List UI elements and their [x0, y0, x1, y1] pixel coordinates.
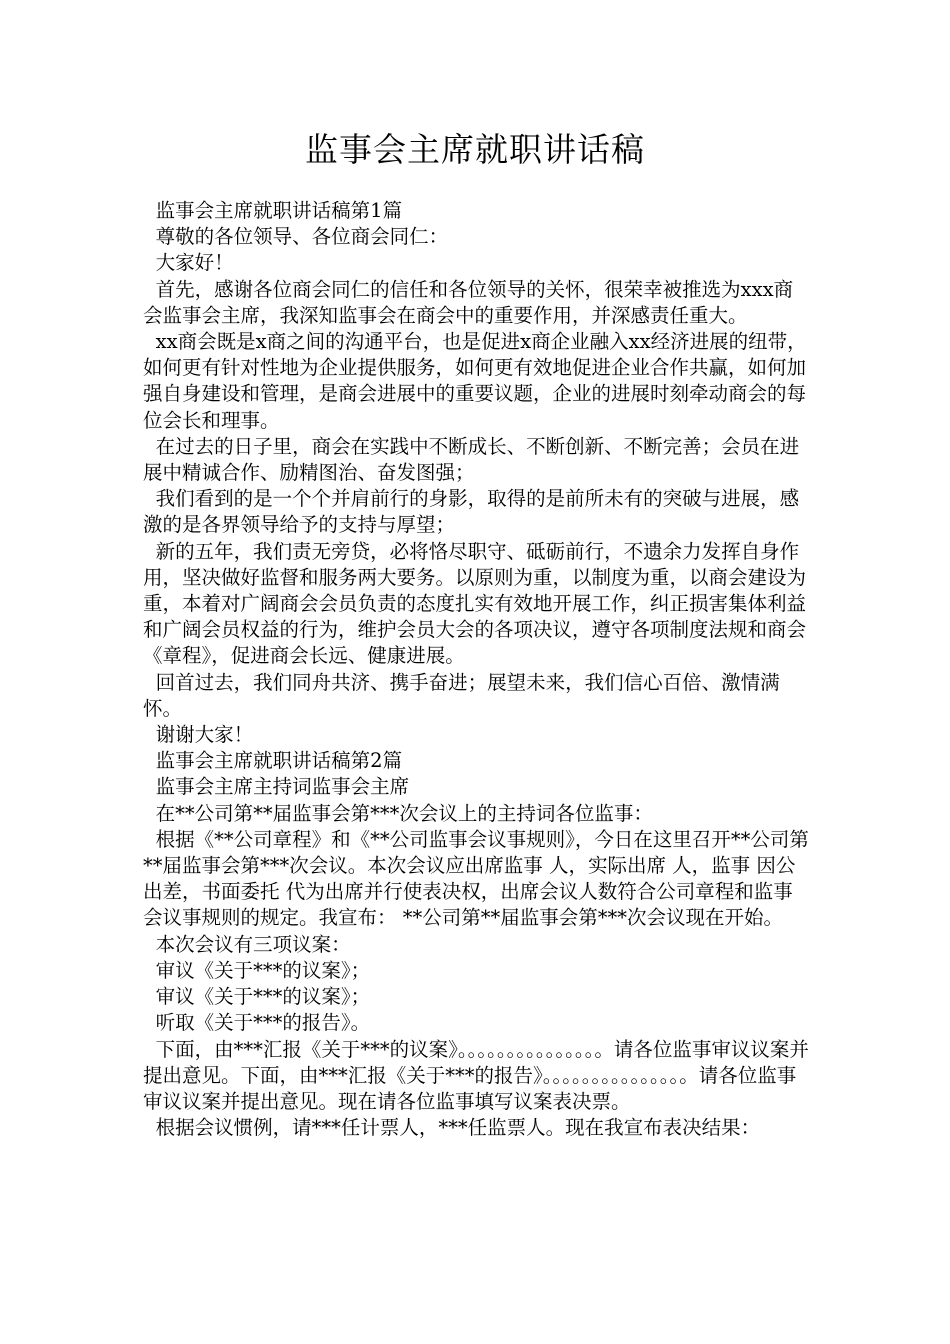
document-body [143, 198, 809, 1141]
greeting: 大家好！ [155, 251, 234, 275]
body-paragraph: 在**公司第**届监事会第***次会议上的主持词各位监事： [155, 801, 653, 825]
subheading: 监事会主席主持词监事会主席 [155, 775, 410, 799]
body-paragraph: 我们看到的是一个个并肩前行的身影，取得的是前所未有的突破与进展，感激的是各界领导给予的支持与厚望； [143, 487, 800, 537]
section-heading-1: 监事会主席就职讲话稿第1篇 [155, 199, 403, 222]
body-paragraph: 根据会议惯例，请***任计票人，***任监票人。现在我宣布表决结果： [155, 1116, 761, 1140]
agenda-item: 听取《关于***的报告》。 [155, 1011, 371, 1035]
body-paragraph: 首先，感谢各位商会同仁的信任和各位领导的关怀，很荣幸被推选为xxx商会监事会主席，我深知监事会在商会中的重要作用，并深感责任重大。 [143, 277, 794, 327]
document-title: 监事会主席就职讲话稿 [305, 130, 645, 169]
body-paragraph: 根据《**公司章程》和《**公司监事会议事规则》，今日在这里召开**公司第**届监事会第***次会议。本次会议应出席监事 人，实际出席 人，监事 因公出差，书面委托 代为出席并行使表决权，出席会议人数符合公司章程和监事会议事规则的规定。我宣布： **公司第**届监事会第***次会议现在开始。 [143, 827, 809, 930]
body-paragraph: 下面，由***汇报《关于***的议案》。。。。。。。。。。。。。。。请各位监事审议议案并提出意见。下面，由***汇报《关于***的报告》。。。。。。。。。。。。。。。请各位监事审议议案并提出意见。现在请各位监事填写议案表决票。 [143, 1037, 809, 1113]
closing-thanks: 谢谢大家！ [155, 723, 254, 747]
section-heading-2: 监事会主席就职讲话稿第2篇 [155, 749, 403, 773]
body-paragraph: 回首过去，我们同舟共济、携手奋进；展望未来，我们信心百倍、激情满怀。 [143, 670, 780, 720]
agenda-item: 审议《关于***的议案》； [155, 958, 371, 982]
body-paragraph: 新的五年，我们责无旁贷，必将恪尽职守、砥砺前行，不遗余力发挥自身作用，坚决做好监督和服务两大要务。以原则为重，以制度为重，以商会建设为重，本着对广阔商会会员负责的态度扎实有效地开展工作，纠正损害集体利益和广阔会员权益的行为，维护会员大会的各项决议，遵守各项制度法规和商会《章程》，促进商会长远、健康进展。 [143, 539, 807, 668]
body-paragraph: xx商会既是x商之间的沟通平台，也是促进x商企业融入xx经济进展的纽带，如何更有针对性地为企业提供服务，如何更有效地促进企业合作共赢，如何加强自身建设和管理，是商会进展中的重要议题，企业的进展时刻牵动商会的每位会长和理事。 [143, 330, 807, 432]
agenda-item: 审议《关于***的议案》； [155, 985, 371, 1009]
body-paragraph: 本次会议有三项议案： [155, 932, 351, 956]
body-paragraph: 在过去的日子里，商会在实践中不断成长、不断创新、不断完善；会员在进展中精诚合作、励精图治、奋发图强； [143, 434, 800, 485]
salutation: 尊敬的各位领导、各位商会同仁： [155, 225, 449, 249]
